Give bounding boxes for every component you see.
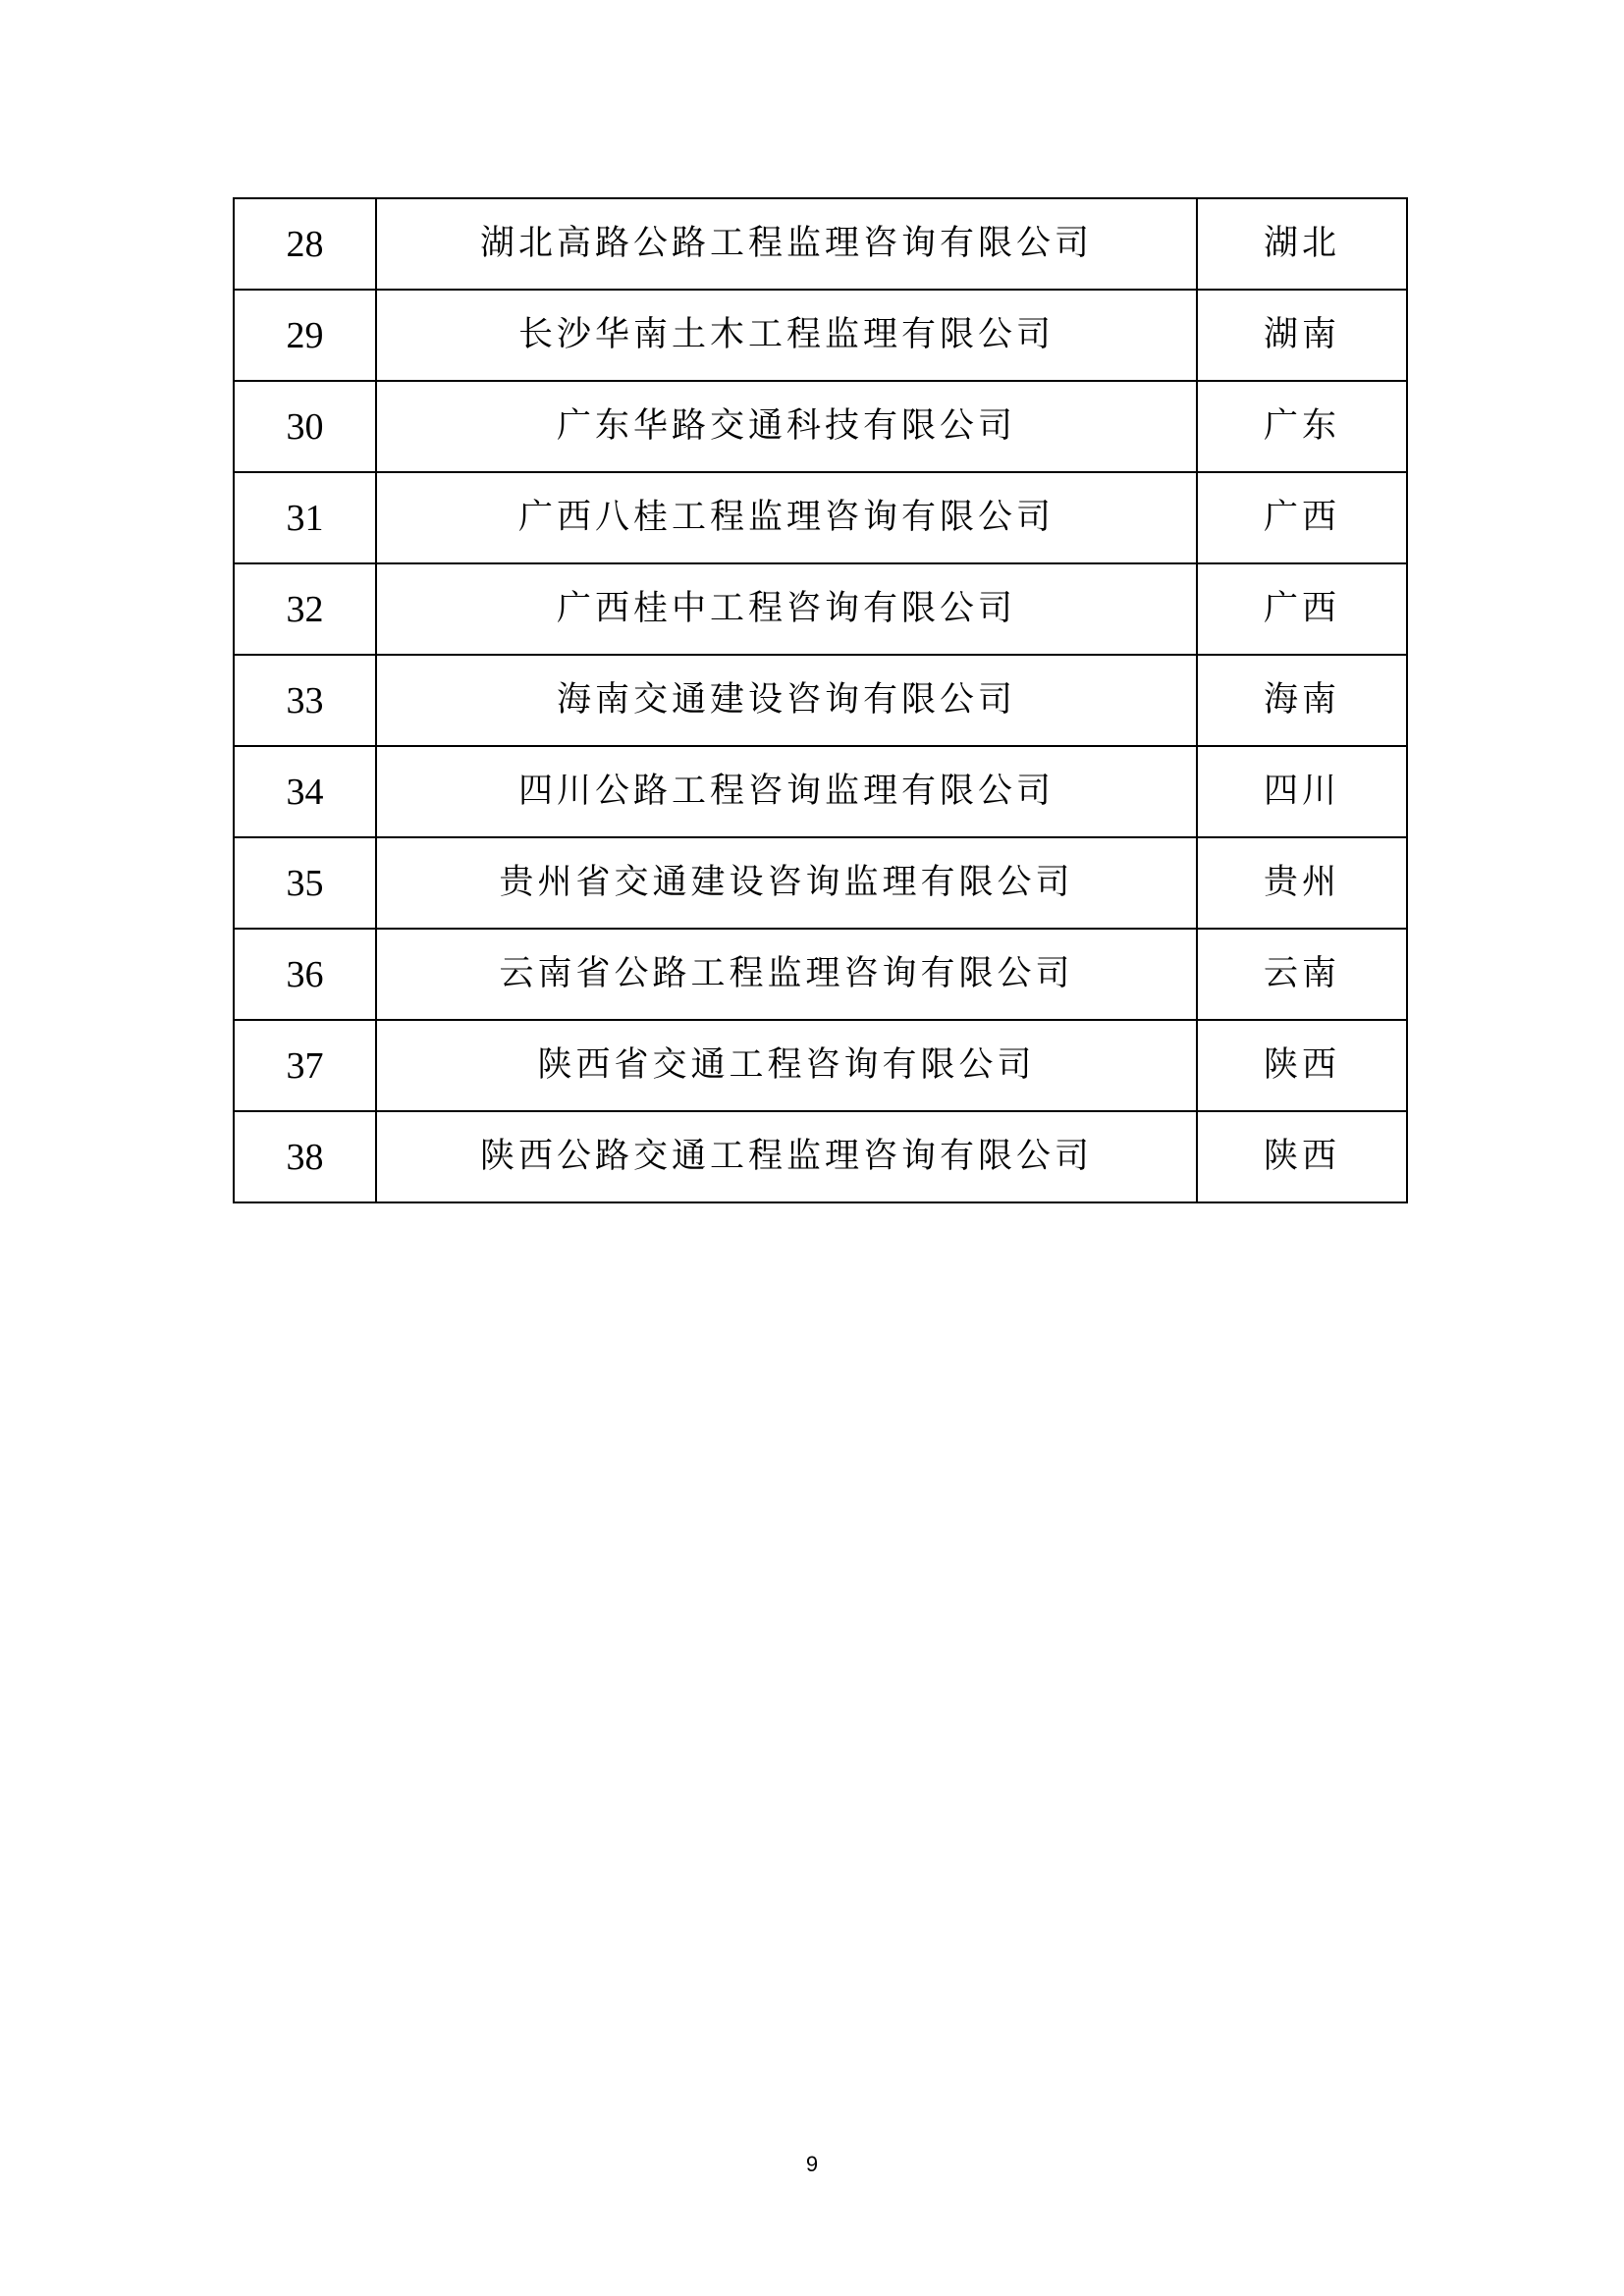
row-number: 36: [234, 929, 376, 1020]
region: 四川: [1197, 746, 1407, 837]
region: 湖北: [1197, 198, 1407, 290]
region: 陕西: [1197, 1111, 1407, 1202]
company-name: 陕西省交通工程咨询有限公司: [376, 1020, 1197, 1111]
company-name: 广西桂中工程咨询有限公司: [376, 563, 1197, 655]
table-row: [234, 837, 1407, 929]
company-name: 海南交通建设咨询有限公司: [376, 655, 1197, 746]
company-name: 陕西公路交通工程监理咨询有限公司: [376, 1111, 1197, 1202]
region: 广东: [1197, 381, 1407, 472]
row-number: 30: [234, 381, 376, 472]
region: 广西: [1197, 563, 1407, 655]
row-number: 32: [234, 563, 376, 655]
row-number: 35: [234, 837, 376, 929]
company-table-body: [234, 198, 1407, 1202]
table-row: [234, 290, 1407, 381]
row-number: 29: [234, 290, 376, 381]
row-number: 38: [234, 1111, 376, 1202]
region: 湖南: [1197, 290, 1407, 381]
company-name: 云南省公路工程监理咨询有限公司: [376, 929, 1197, 1020]
company-name: 广西八桂工程监理咨询有限公司: [376, 472, 1197, 563]
row-number: 31: [234, 472, 376, 563]
table-row: [234, 746, 1407, 837]
region: 云南: [1197, 929, 1407, 1020]
region: 陕西: [1197, 1020, 1407, 1111]
company-table-container: [233, 197, 1404, 1203]
row-number: 37: [234, 1020, 376, 1111]
company-table: [233, 197, 1408, 1203]
table-row: [234, 381, 1407, 472]
company-name: 广东华路交通科技有限公司: [376, 381, 1197, 472]
table-row: [234, 1020, 1407, 1111]
table-row: [234, 1111, 1407, 1202]
table-row: [234, 472, 1407, 563]
region: 贵州: [1197, 837, 1407, 929]
company-name: 贵州省交通建设咨询监理有限公司: [376, 837, 1197, 929]
company-name: 长沙华南土木工程监理有限公司: [376, 290, 1197, 381]
row-number: 33: [234, 655, 376, 746]
row-number: 34: [234, 746, 376, 837]
table-row: [234, 563, 1407, 655]
region: 广西: [1197, 472, 1407, 563]
table-row: [234, 655, 1407, 746]
table-row: [234, 929, 1407, 1020]
table-row: [234, 198, 1407, 290]
region: 海南: [1197, 655, 1407, 746]
company-name: 四川公路工程咨询监理有限公司: [376, 746, 1197, 837]
company-name: 湖北高路公路工程监理咨询有限公司: [376, 198, 1197, 290]
page-number: 9: [805, 2152, 819, 2176]
row-number: 28: [234, 198, 376, 290]
